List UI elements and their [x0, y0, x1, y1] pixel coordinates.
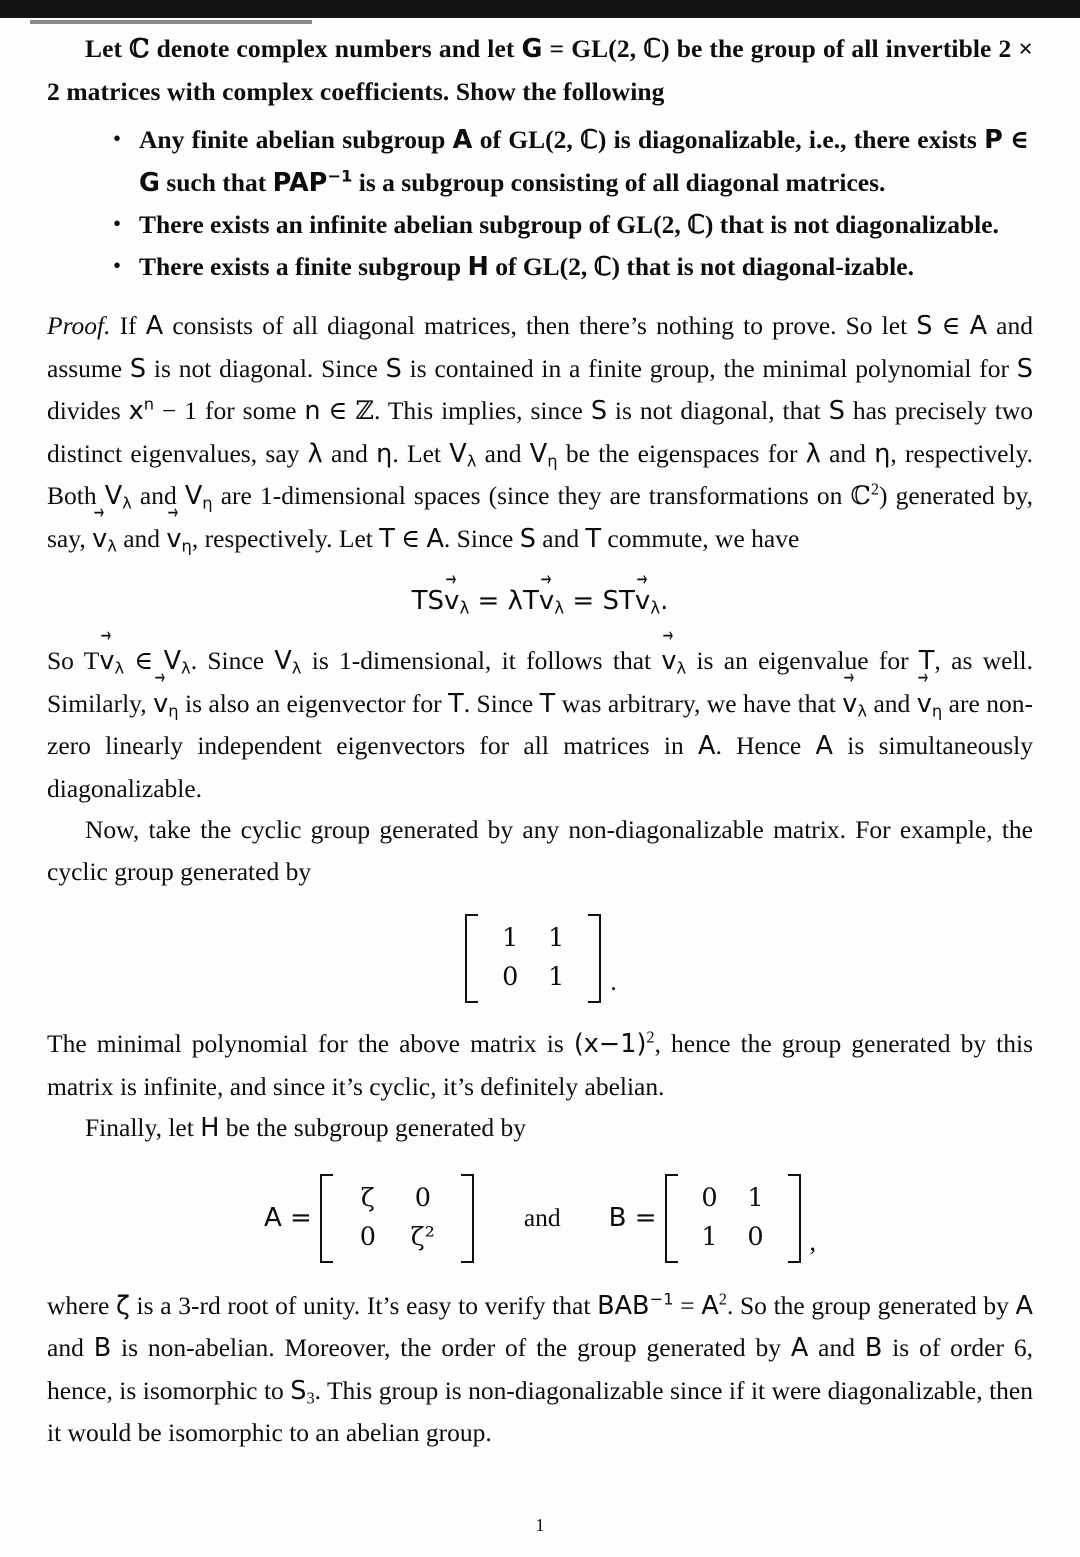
conjugation-expression: PAP: [272, 167, 328, 198]
statement-text: Any finite abelian subgroup: [139, 125, 453, 154]
symbol-h: H: [200, 1113, 220, 1143]
matrix-punctuation: ,: [809, 1226, 817, 1256]
eigenspace-v-lambda: V: [104, 481, 123, 511]
subscript-lambda: λ: [676, 658, 687, 678]
proof-text: is an eigenvalue for: [686, 646, 919, 675]
proof-text: . Let: [392, 438, 450, 468]
gl-group-symbol: GL(2, ℂ): [616, 210, 714, 239]
proof-text: . Since: [463, 688, 540, 718]
subscript-lambda: λ: [107, 536, 117, 556]
matrix-cell: 1: [747, 1182, 764, 1213]
proof-text: and assume: [47, 311, 1034, 383]
proof-text: has precisely two distinct eigenvalues, say: [47, 396, 1033, 468]
symbol-h: H: [467, 251, 489, 282]
vector-v-lambda: → v: [842, 684, 857, 726]
eigenspace-v-lambda: V: [274, 646, 292, 676]
symbol-s: S: [590, 396, 607, 426]
symbol-n: n: [304, 396, 321, 426]
exponent-n: n: [143, 394, 155, 414]
symbol-b: B: [93, 1333, 112, 1363]
proof-text: is 1-dimensional, it follows that: [301, 646, 662, 675]
variable-x: x: [128, 396, 144, 426]
vector-v: → v: [539, 586, 554, 616]
proof-text: , as well. Similarly,: [47, 646, 1033, 718]
group-g-symbol: G: [521, 34, 543, 64]
gl-group-symbol: GL(2, ℂ): [508, 125, 607, 154]
lambda-symbol: λ: [805, 438, 821, 469]
proof-text: ) generated by, say,: [47, 481, 1034, 553]
matrix-cell: 1: [548, 962, 565, 992]
display-matrix-jordan: [47, 914, 1033, 1003]
proof-text: commute, we have: [601, 523, 800, 553]
matrix-punctuation: .: [610, 967, 617, 996]
conjunction-and: and: [523, 1203, 561, 1232]
proof-text: are non-zero linearly independent eigenvectors for all matrices in: [47, 688, 1034, 760]
left-bracket-icon: [320, 1174, 333, 1263]
proof-text: ∈: [394, 523, 427, 553]
proof-paragraph-1: [47, 305, 1033, 560]
subscript-lambda: λ: [122, 493, 132, 513]
statement-text: is diagonalizable, i.e., there exists: [606, 125, 985, 154]
proof-text: and: [535, 523, 586, 553]
exponent-2: 2: [870, 479, 879, 499]
zeta-symbol: ζ: [115, 1290, 130, 1321]
eigenspace-v-eta: V: [529, 438, 548, 469]
proof-text: is also an eigenvector for: [178, 688, 449, 718]
integers-symbol: ℤ: [355, 396, 374, 426]
matrix-row: [687, 1179, 779, 1218]
symbol-s: S: [828, 396, 845, 426]
proof-text: Finally, let: [85, 1113, 201, 1142]
vector-v-eta: → v: [153, 684, 168, 726]
gl-group-symbol: GL(2, ℂ): [522, 251, 620, 281]
statement-list: [47, 119, 1033, 288]
subscript-lambda: λ: [459, 598, 470, 618]
matrix-row: [342, 1218, 452, 1257]
eigenspace-v-eta: V: [184, 481, 203, 511]
subscript-lambda: λ: [466, 451, 477, 471]
subscript-lambda: λ: [114, 658, 125, 678]
proof-text: is a 3-rd root of unity. It’s easy to verify that: [129, 1290, 598, 1320]
matrix-row: [342, 1179, 452, 1218]
statement-text: There exists an infinite abelian subgroup of: [139, 210, 617, 239]
statement-text: is a subgroup consisting of all diagonal matrices.: [352, 167, 886, 197]
vector-v-lambda: → v: [661, 641, 676, 683]
proof-text: where: [47, 1290, 116, 1320]
symbol-a: A: [969, 311, 988, 341]
exponent-2: 2: [718, 1289, 727, 1308]
matrix-cell: ζ: [360, 1182, 375, 1213]
complex-plane-symbol: ℂ: [850, 481, 871, 511]
lambda-symbol: λ: [307, 438, 323, 469]
matrix-cell: 0: [359, 1221, 376, 1252]
subscript-lambda: λ: [181, 658, 191, 678]
symbol-p: P: [984, 125, 1003, 155]
right-bracket-icon: [588, 914, 601, 1003]
proof-paragraph-4: [47, 1023, 1033, 1107]
gl-group-symbol: GL(2, ℂ): [571, 34, 670, 63]
matrix-grid: [678, 1174, 788, 1263]
exponent-2: 2: [646, 1027, 655, 1047]
symbol-t: T: [539, 688, 556, 719]
intro-part3: be the group of all invertible: [669, 34, 999, 63]
proof-text: ∈: [320, 396, 356, 425]
subscript-3: 3: [306, 1388, 315, 1408]
equation-period: .: [660, 586, 669, 616]
vector-v: → v: [444, 586, 459, 616]
symbol-a: A: [815, 731, 833, 761]
matrix-cell: 1: [502, 923, 519, 953]
proof-text: is of order 6, hence, is isomorphic to: [47, 1333, 1033, 1405]
proof-text: , respectively. Let: [191, 523, 380, 553]
proof-text: ∈: [124, 646, 164, 675]
subscript-eta: η: [547, 451, 558, 471]
matrix-row: [687, 1218, 779, 1257]
page-number: 1: [535, 1515, 545, 1535]
proof-text: be the eigenspaces for: [557, 438, 806, 468]
proof-text: are 1-dimensional spaces (since they are transformations on: [212, 481, 851, 510]
document-page: [0, 24, 1080, 1557]
symbol-g: G: [139, 167, 160, 198]
matrix-bracketed: [465, 914, 601, 1003]
proof-text: be the subgroup generated by: [219, 1113, 527, 1142]
matrix-a-label: A =: [263, 1203, 312, 1233]
subscript-lambda: λ: [857, 701, 868, 721]
matrix-cell: 0: [414, 1182, 431, 1213]
proof-text: was arbitrary, we have that: [555, 688, 843, 718]
matrix-cell: 0: [502, 962, 519, 992]
proof-text: and: [820, 438, 875, 468]
symbol-a: A: [452, 125, 473, 155]
proof-text: , hence the group generated by this matrix is infinite, and since it’s cyclic, it’s definitely abelian.: [47, 1029, 1033, 1101]
equals-sign: =: [469, 586, 508, 616]
statement-text: such that: [159, 167, 273, 197]
proof-text: is contained in a finite group, the minimal polynomial for: [401, 353, 1017, 383]
proof-text: ∈: [932, 311, 970, 340]
matrix-cell: 1: [548, 923, 565, 953]
proof-paragraph-6: [47, 1285, 1033, 1454]
symbol-t: T: [918, 646, 935, 676]
inverse-exponent: −1: [649, 1289, 674, 1308]
matrix-a: [320, 1174, 474, 1263]
proof-text: is not diagonal, that: [607, 396, 829, 425]
symmetric-group-s3: S: [290, 1375, 307, 1406]
proof-text: and: [476, 438, 530, 468]
proof-text: and: [322, 438, 377, 468]
statement-text: that is not diagonalizable.: [713, 210, 999, 239]
matrix-row: [487, 958, 579, 997]
matrix-cell: 1: [701, 1221, 718, 1252]
equals-sign: =: [564, 586, 603, 616]
eigenspace-v-lambda: V: [449, 438, 467, 469]
symbol-a: A: [701, 1290, 719, 1321]
proof-text: . Since: [190, 646, 275, 675]
subscript-lambda: λ: [291, 658, 302, 678]
proof-text: . This group is non-diagonalizable since if it were diagonalizable, then it would be isomorphic to an abelian group.: [47, 1375, 1033, 1447]
eta-symbol: η: [376, 438, 393, 469]
symbol-s: S: [385, 353, 402, 384]
proof-text: If: [110, 311, 146, 340]
subscript-lambda: λ: [554, 598, 565, 618]
vector-v-eta: → v: [166, 519, 181, 561]
proof-text: is not diagonal. Since: [146, 353, 386, 383]
subscript-eta: η: [181, 536, 192, 556]
eta-symbol: η: [874, 438, 891, 469]
display-matrices-a-b: [47, 1174, 1033, 1263]
right-bracket-icon: [788, 1174, 801, 1263]
proof-text: . So the group generated by: [726, 1290, 1016, 1320]
proof-text: divides: [47, 396, 129, 425]
proof-text: The minimal polynomial for the above matrix is: [47, 1029, 574, 1058]
symbol-a: A: [790, 1333, 809, 1363]
symbol-a: A: [698, 731, 716, 761]
statement-text: of: [488, 251, 523, 281]
proof-text: and: [808, 1333, 865, 1362]
symbol-a: A: [426, 523, 444, 554]
proof-paragraph-2: [47, 640, 1033, 809]
proof-label: Proof.: [47, 311, 111, 340]
symbol-t: T: [448, 688, 464, 719]
subscript-eta: η: [168, 701, 179, 721]
intro-paragraph: [47, 28, 1033, 112]
matrix-row: [487, 919, 579, 958]
statement-item-finite-abelian: [139, 119, 1033, 204]
equals-sign: =: [673, 1290, 702, 1320]
symbol-s: S: [1016, 353, 1033, 384]
proof-paragraph-3: Now, take the cyclic group generated by any non-diagonalizable matrix. For example, the cyclic group generated by: [47, 815, 1033, 886]
matrix-cell: 0: [747, 1221, 764, 1252]
matrix-grid: [333, 1174, 461, 1263]
symbol-s: S: [129, 353, 147, 384]
vector-v-lambda: → v: [99, 641, 114, 683]
symbol-t: T: [585, 523, 602, 554]
right-bracket-icon: [461, 1174, 474, 1263]
proof-text: − 1 for some: [154, 396, 305, 425]
inverse-exponent: −1: [327, 166, 353, 185]
statement-text: of: [472, 125, 509, 154]
subscript-eta: η: [931, 701, 943, 721]
subscript-lambda: λ: [650, 598, 661, 618]
statement-text: There exists a finite subgroup: [139, 251, 468, 281]
vector-v-eta: → v: [917, 684, 932, 726]
vector-v: → v: [635, 586, 650, 616]
symbol-b: B: [864, 1333, 883, 1363]
minimal-polynomial: (x−1): [573, 1029, 647, 1059]
matrix-b: [665, 1174, 801, 1263]
intro-equals: =: [542, 34, 572, 63]
left-bracket-icon: [665, 1174, 678, 1263]
display-equation-commute: [47, 586, 1033, 616]
symbol-s: S: [519, 523, 536, 554]
proof-text: and: [131, 481, 185, 510]
vector-v-lambda: → v: [92, 519, 107, 561]
equation-lhs: TS: [411, 586, 445, 616]
equation-rhs: ST: [602, 586, 635, 616]
proof-text: and: [116, 523, 167, 553]
proof-text: is simultaneously diagonalizable.: [47, 731, 1033, 803]
matrix-cell: ζ²: [410, 1221, 435, 1252]
symbol-s: S: [916, 311, 933, 341]
proof-text: So T: [47, 646, 100, 675]
intro-part4: matrices with complex coefficients. Show the following: [59, 76, 665, 106]
left-bracket-icon: [465, 914, 478, 1003]
matrix-grid: [478, 914, 588, 1003]
symbol-a: A: [1015, 1290, 1033, 1321]
matrix-b-label: B =: [608, 1203, 657, 1233]
proof-text: , respectively. Both: [47, 438, 1033, 510]
conjugation-bab: BAB: [597, 1290, 650, 1321]
statement-text: that is not diagonal-izable.: [619, 251, 914, 281]
proof-paragraph-5: [47, 1107, 1033, 1150]
symbol-t: T: [379, 523, 395, 554]
proof-text: . This implies, since: [373, 396, 591, 425]
proof-text: is non-abelian. Moreover, the order of the group generated by: [111, 1333, 791, 1362]
proof-text: and: [867, 688, 917, 718]
eigenspace-v-lambda: V: [163, 646, 182, 676]
equation-middle: λT: [507, 586, 539, 616]
matrix-cell: 0: [701, 1182, 718, 1213]
intro-part2: denote complex numbers and let: [149, 34, 522, 63]
complex-numbers-symbol: ℂ: [129, 34, 150, 64]
statement-item-infinite-abelian: [139, 204, 1033, 246]
proof-text: . Since: [443, 523, 520, 553]
matrix-dimension: 2 × 2: [47, 34, 1033, 106]
subscript-eta: η: [202, 493, 213, 513]
statement-text: ∈: [1002, 125, 1029, 154]
text-column: [47, 24, 1033, 1454]
proof-text: . Hence: [715, 731, 816, 760]
top-black-bar: [0, 0, 1080, 18]
statement-item-finite-subgroup: [139, 246, 1033, 289]
proof-text: consists of all diagonal matrices, then there’s nothing to prove. So let: [163, 311, 917, 340]
symbol-a: A: [145, 311, 164, 341]
intro-part1: Let: [85, 34, 130, 63]
proof-text: and: [47, 1333, 94, 1362]
